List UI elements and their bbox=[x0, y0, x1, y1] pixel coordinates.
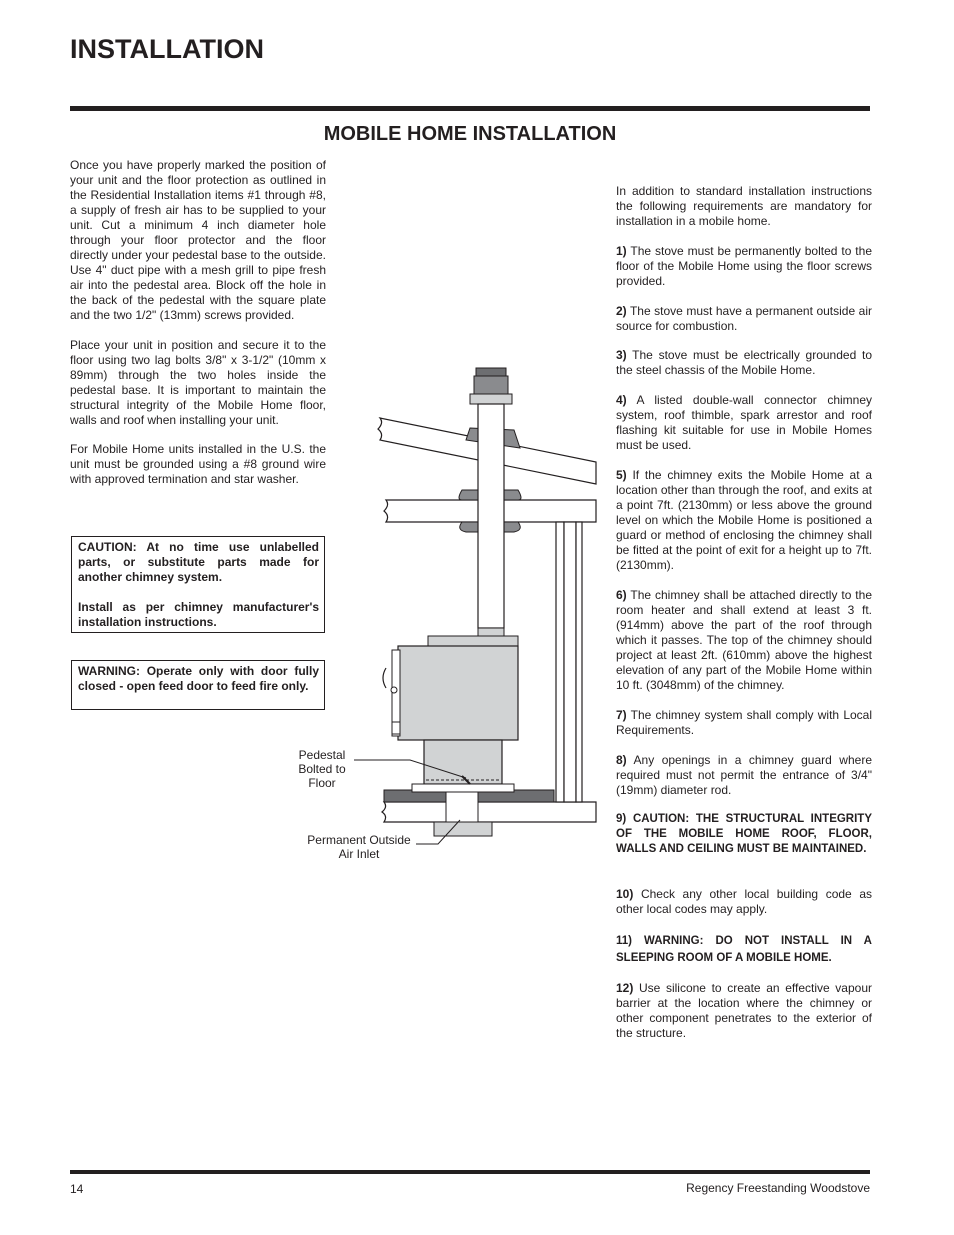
requirement-1 bbox=[616, 244, 872, 289]
air-inlet-label-line2: Air Inlet bbox=[338, 847, 380, 861]
requirement-7 bbox=[616, 708, 872, 738]
requirement-8 bbox=[616, 753, 872, 798]
section-title-text: MOBILE HOME INSTALLATION bbox=[323, 123, 617, 145]
page-header-title: INSTALLATION bbox=[70, 34, 264, 64]
requirement-8-num: 8) bbox=[616, 753, 627, 767]
stove-top bbox=[428, 636, 518, 646]
air-inlet-label bbox=[296, 833, 422, 861]
requirement-12 bbox=[616, 981, 872, 1041]
requirement-4-text: A listed double-wall connector chimney system, roof thimble, spark arrestor and roof flashing kit suitable for use in Mobile Homes must be used. bbox=[616, 393, 872, 452]
requirement-3 bbox=[616, 348, 872, 378]
floor-beam bbox=[382, 802, 596, 822]
requirement-2-text: The stove must have a permanent outside air source for combustion. bbox=[616, 304, 872, 333]
requirement-3-num: 3) bbox=[616, 348, 627, 362]
stove-collar bbox=[478, 628, 504, 636]
wall-panel bbox=[556, 522, 564, 802]
requirement-5-num: 5) bbox=[616, 468, 627, 482]
requirement-2-num: 2) bbox=[616, 304, 627, 318]
mobile-home-installation-diagram bbox=[280, 358, 620, 868]
air-inlet-duct bbox=[446, 792, 478, 822]
chimney-cap-base bbox=[470, 394, 512, 404]
chimney-cap-top bbox=[476, 368, 506, 376]
pedestal-base bbox=[412, 784, 514, 792]
air-inlet-grill bbox=[434, 822, 492, 836]
requirement-9-caution: 9) CAUTION: THE STRUCTURAL INTEGRITY OF THE MOBILE HOME ROOF, FLOOR, WALLS AND CEILING MUST BE MAINTAINED. bbox=[616, 813, 872, 855]
stove-handle bbox=[383, 668, 386, 688]
left-paragraph-2: Place your unit in position and secure it to the floor using two lag bolts 3/8" x 3-1/2" (10mm x 89mm) through the two holes inside the pedestal base. It is important to maintain the structural integrity of the Mobile Home floor, walls and roof when installing your unit. bbox=[70, 338, 326, 427]
pedestal-label bbox=[282, 748, 362, 790]
chimney-pipe bbox=[478, 404, 504, 628]
requirement-12-num: 12) bbox=[616, 981, 634, 995]
pedestal-label-line2: Bolted to bbox=[298, 762, 346, 776]
section-title bbox=[0, 123, 954, 146]
chimney-cap bbox=[474, 376, 508, 394]
requirement-12-text: Use silicone to create an effective vapour barrier at the location where the chimney or other component penetrates to the exterior of the structure. bbox=[616, 981, 872, 1040]
caution-text-2: Install as per chimney manufacturer's installation instructions. bbox=[78, 600, 319, 629]
requirement-6-num: 6) bbox=[616, 588, 627, 602]
requirement-7-text: The chimney system shall comply with Local Requirements. bbox=[616, 708, 872, 737]
pedestal-label-line1: Pedestal bbox=[298, 748, 346, 762]
requirement-10 bbox=[616, 887, 872, 917]
requirement-5-text: If the chimney exits the Mobile Home at a location other than through the roof, and exits at a point 7ft. (2130mm) or less above the ground level on which the Mobile Home is positioned a guard or method of enclosing the chimney shall be fitted at the point of exit for a height up to 7ft. (2130mm). bbox=[616, 468, 872, 572]
header-rule bbox=[70, 106, 870, 111]
wall-panel-inner bbox=[564, 522, 576, 802]
footer-rule bbox=[70, 1170, 870, 1174]
stove-body bbox=[398, 646, 518, 740]
requirement-4-num: 4) bbox=[616, 393, 627, 407]
requirement-10-text: Check any other local building code as other local codes may apply. bbox=[616, 887, 872, 916]
requirement-4 bbox=[616, 393, 872, 453]
requirement-11-warning: 11) WARNING: DO NOT INSTALL IN A SLEEPING ROOM OF A MOBILE HOME. bbox=[616, 935, 872, 964]
requirement-3-text: The stove must be electrically grounded to the steel chassis of the Mobile Home. bbox=[616, 348, 872, 377]
pedestal-label-line3: Floor bbox=[308, 776, 336, 790]
footer-document-title: Regency Freestanding Woodstove bbox=[686, 1181, 870, 1195]
page-number: 14 bbox=[70, 1182, 84, 1196]
requirement-1-num: 1) bbox=[616, 244, 627, 258]
left-paragraph-3: For Mobile Home units installed in the U.S. the unit must be grounded using a #8 ground wire with approved termination and star washer. bbox=[70, 442, 326, 486]
air-inlet-label-line1: Permanent Outside bbox=[307, 833, 411, 847]
requirement-7-num: 7) bbox=[616, 708, 627, 722]
requirement-8-text: Any openings in a chimney guard where required must not permit the entrance of 3/4" (19mm) diameter rod. bbox=[616, 753, 872, 797]
requirement-10-num: 10) bbox=[616, 887, 634, 901]
wall-trim bbox=[576, 522, 582, 802]
requirement-2 bbox=[616, 304, 872, 334]
warning-text: WARNING: Operate only with door fully closed - open feed door to feed fire only. bbox=[78, 664, 319, 693]
requirement-1-text: The stove must be permanently bolted to the floor of the Mobile Home using the floor screws provided. bbox=[616, 244, 872, 288]
requirement-6 bbox=[616, 588, 872, 693]
left-paragraph-1: Once you have properly marked the position of your unit and the floor protection as outlined in the Residential Installation items #1 through #8, a supply of fresh air has to be supplied to your unit. Cut a minimum 4 inch diameter hole through your floor protector and the floor directly under your pedestal base to the outside. Use 4" duct pipe with a mesh grill to pipe fresh air into the pedestal area. Block off the hole in the back of the pedestal with the square plate and the two 1/2" (13mm) screws provided. bbox=[70, 158, 326, 322]
requirement-5 bbox=[616, 468, 872, 573]
ash-lip bbox=[392, 722, 400, 734]
requirement-6-text: The chimney shall be attached directly to the room heater and shall extend at least 3 ft. (914mm) above the part of the roof through which it passes. The top of the chimney should project at least 2ft. (610mm) above the highest elevation of any part of the Mobile Home within 10 ft. (3048mm) of the chimney. bbox=[616, 588, 872, 692]
stove-knob bbox=[391, 687, 397, 693]
right-intro: In addition to standard installation instructions the following requirements are mandatory for installation in a mobile home. bbox=[616, 184, 872, 228]
caution-text-1: CAUTION: At no time use unlabelled parts, or substitute parts made for another chimney system. bbox=[78, 540, 319, 584]
